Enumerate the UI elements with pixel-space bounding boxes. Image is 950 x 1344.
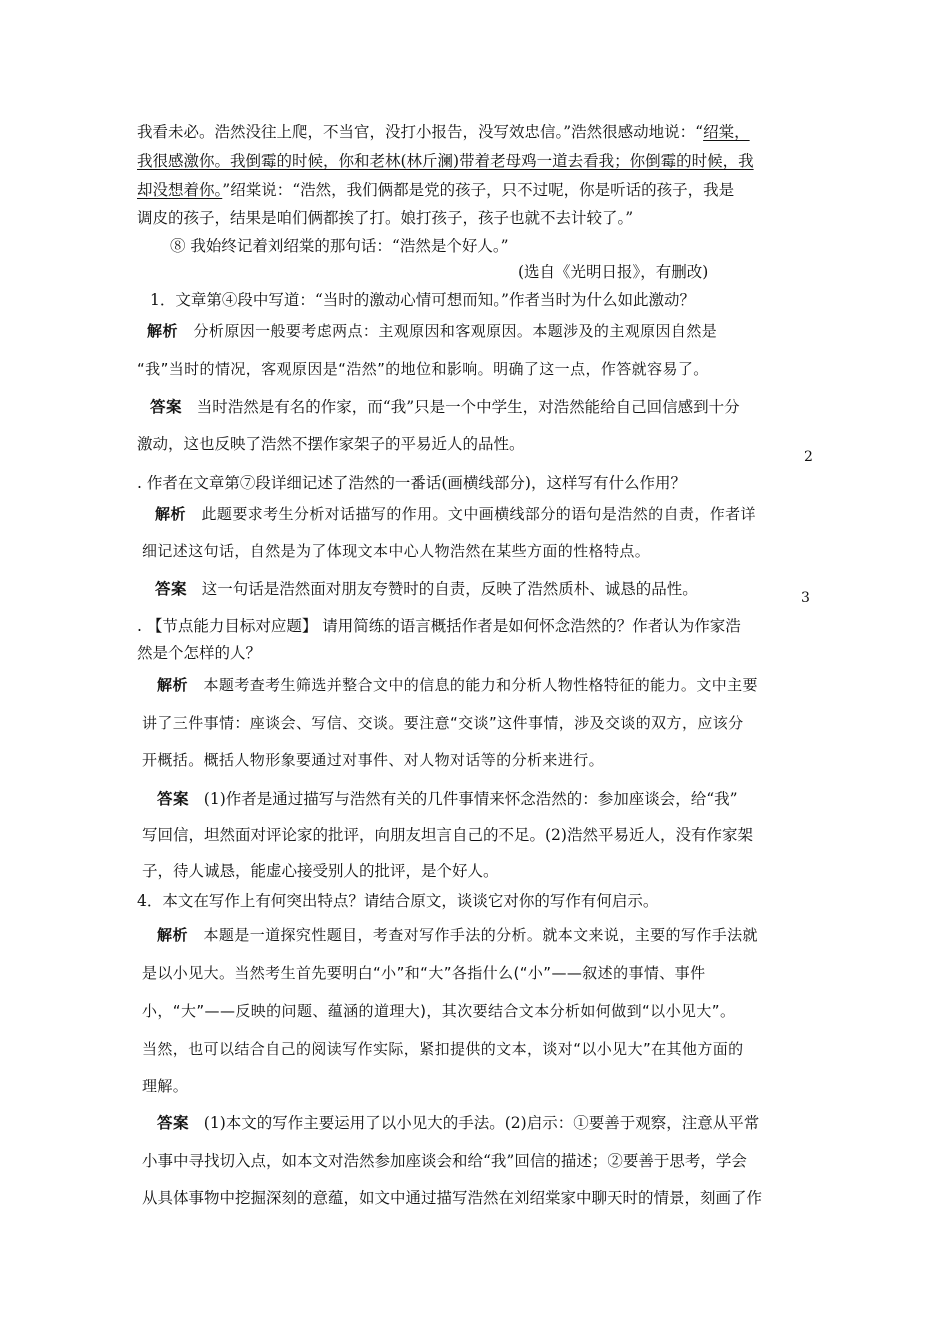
question-1: [150, 290, 695, 310]
text-run: 我看未必。浩然没往上爬，不当官，没打小报告，没写效忠信。”浩然很感动地说：“: [137, 123, 704, 141]
underlined-text: 却没想着你。: [137, 181, 223, 199]
text-line: [137, 122, 750, 142]
text-run: (1)作者是通过描写与浩然有关的几件事情来怀念浩然的：参加座谈会，给“我”: [203, 790, 738, 808]
text-run: (1)本文的写作主要运用了以小见大的手法。(2)启示：①要善于观察，注意从平常: [203, 1114, 760, 1132]
text-run: 写回信，坦然面对评论家的批评，向朋友坦言自己的不足。(2)浩然平易近人，没有作家架: [142, 826, 753, 844]
text-run: ”绍棠说：“浩然，我们俩都是党的孩子，只不过呢，你是听话的孩子，我是: [222, 181, 735, 199]
text-run: 理解。: [142, 1077, 189, 1095]
text-run: . 【节点能力目标对应题】 请用简练的语言概括作者是如何怀念浩然的？作者认为作家浩: [137, 617, 741, 635]
text-run: 然是个怎样的人？: [137, 644, 262, 662]
answer-line: [155, 579, 698, 599]
text-run: 细记述这句话，自然是为了体现文本中心人物浩然在某些方面的性格特点。: [142, 542, 651, 560]
text-run: 讲了三件事情：座谈会、写信、交谈。要注意“交谈”这件事情，涉及交谈的双方，应该分: [142, 714, 744, 732]
page-number: 3: [801, 590, 810, 606]
text-run: 此题要求考生分析对话描写的作用。文中画横线部分的语句是浩然的自责，作者详: [201, 505, 756, 523]
source-citation: [518, 262, 708, 282]
analysis-line: [142, 541, 650, 561]
text-line: [170, 236, 509, 256]
answer-line: [157, 789, 738, 809]
text-run: 子，待人诚恳，能虚心接受别人的批评，是个好人。: [142, 862, 499, 880]
text-run: 从具体事物中挖掘深刻的意蕴，如文中通过描写浩然在刘绍棠家中聊天时的情景，刻画了作: [142, 1189, 763, 1207]
text-run: 本题考查考生筛选并整合文中的信息的能力和分析人物性格特征的能力。文中主要: [203, 676, 758, 694]
text-run: ⑧ 我始终记着刘绍棠的那句话：“浩然是个好人。”: [170, 237, 509, 255]
answer-label: 答案: [157, 1113, 190, 1132]
question-3: [137, 616, 741, 636]
analysis-line: [155, 504, 756, 524]
analysis-line: [157, 675, 758, 695]
text-run: 本题是一道探究性题目，考查对写作手法的分析。就本文来说，主要的写作手法就: [203, 926, 758, 944]
answer-label: 答案: [150, 397, 183, 416]
text-run: 调皮的孩子，结果是咱们俩都挨了打。娘打孩子，孩子也就不去计较了。”: [137, 209, 634, 227]
text-run: . 作者在文章第⑦段详细记述了浩然的一番话(画横线部分)，这样写有什么作用？: [137, 474, 686, 492]
text-run: 1．文章第④段中写道：“当时的激动心情可想而知。”作者当时为什么如此激动？: [150, 291, 695, 309]
text-line: [137, 151, 754, 171]
answer-line: [142, 825, 753, 845]
analysis-line: [142, 750, 604, 770]
answer-label: 答案: [157, 789, 190, 808]
question-2: [137, 473, 686, 493]
analysis-label: 解析: [157, 676, 189, 694]
analysis-label: 解析: [155, 505, 187, 523]
answer-line: [142, 1151, 747, 1171]
answer-label: 答案: [155, 579, 188, 598]
answer-line: [137, 434, 525, 454]
text-run: (选自《光明日报》，有删改): [518, 263, 709, 281]
question-4: [137, 891, 658, 911]
text-line: [137, 208, 633, 228]
text-line: [137, 180, 734, 200]
answer-line: [142, 861, 499, 881]
analysis-line: [137, 359, 709, 379]
text-run: 小，“大”——反映的问题、蕴涵的道理大)，其次要结合文本分析如何做到“以小见大”。: [142, 1002, 736, 1020]
underlined-text: 绍棠，: [703, 123, 750, 141]
text-run: 当时浩然是有名的作家，而“我”只是一个中学生，对浩然能给自己回信感到十分: [196, 398, 740, 416]
analysis-label: 解析: [147, 322, 179, 340]
analysis-line: [142, 1039, 744, 1059]
text-run: 是以小见大。当然考生首先要明白“小”和“大”各指什么(“小”——叙述的事情、事件: [142, 964, 706, 982]
text-run: 4．本文在写作上有何突出特点？请结合原文，谈谈它对你的写作有何启示。: [137, 892, 659, 910]
analysis-line: [142, 1076, 188, 1096]
analysis-line: [142, 713, 744, 733]
answer-line: [150, 397, 740, 417]
text-run: 分析原因一般要考虑两点：主观原因和客观原因。本题涉及的主观原因自然是: [193, 322, 718, 340]
text-run: 激动，这也反映了浩然不摆作家架子的平易近人的品性。: [137, 435, 525, 453]
page-number: 2: [804, 449, 813, 465]
question-3-cont: [137, 643, 261, 663]
text-run: 小事中寻找切入点，如本文对浩然参加座谈会和给“我”回信的描述；②要善于思考，学会: [142, 1152, 747, 1170]
analysis-line: [142, 963, 705, 983]
analysis-line: [142, 1001, 735, 1021]
text-run: “我”当时的情况，客观原因是“浩然”的地位和影响。明确了这一点，作答就容易了。: [137, 360, 709, 378]
analysis-label: 解析: [157, 926, 189, 944]
text-run: 开概括。概括人物形象要通过对事件、对人物对话等的分析来进行。: [142, 751, 605, 769]
answer-line: [157, 1113, 759, 1133]
text-run: 这一句话是浩然面对朋友夸赞时的自责，反映了浩然质朴、诚恳的品性。: [201, 580, 698, 598]
underlined-text: 我很感激你。我倒霉的时候，你和老林(林斤澜)带着老母鸡一道去看我；你倒霉的时候，我: [137, 152, 754, 170]
analysis-line: [147, 321, 717, 341]
text-run: 当然，也可以结合自己的阅读写作实际，紧扣提供的文本，谈对“以小见大”在其他方面的: [142, 1040, 744, 1058]
answer-line: [142, 1188, 762, 1208]
analysis-line: [157, 925, 758, 945]
